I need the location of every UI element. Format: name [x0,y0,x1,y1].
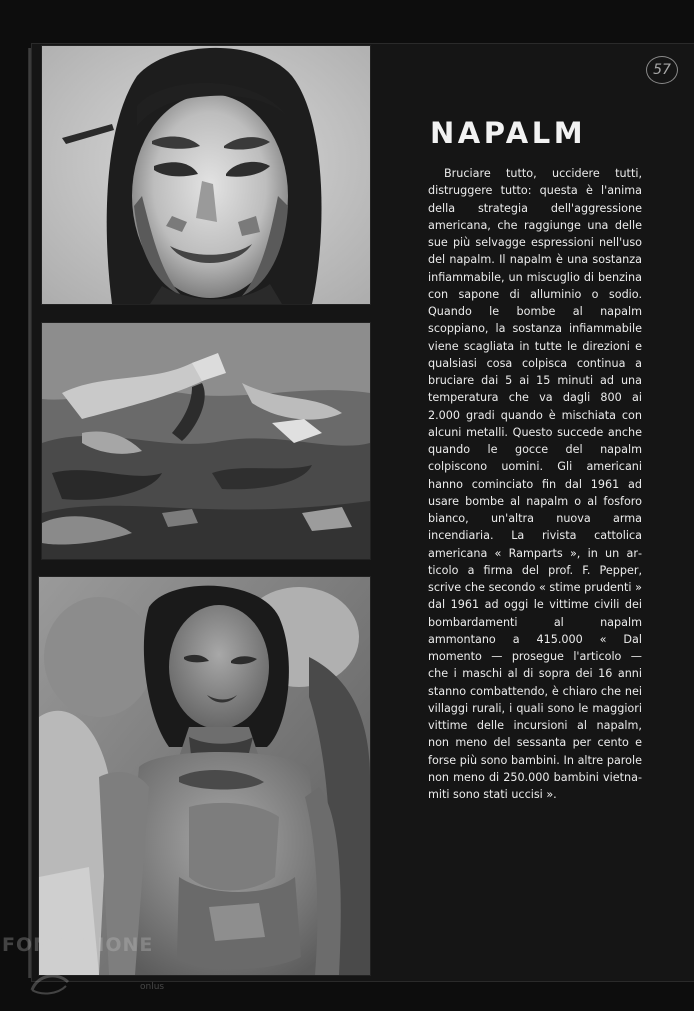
photo-burned-woman-face [41,45,371,305]
watermark-text: FONDAZIONE [2,934,154,956]
photo-burned-woman-face-image [42,46,370,304]
page-number: 57 [646,56,678,84]
archive-watermark [0,932,190,1002]
watermark-logo-icon [28,968,72,996]
watermark-subtext: onlus [140,982,165,992]
photo-burned-child [38,576,371,976]
article-title: NAPALM [430,116,587,150]
photo-burned-bodies [41,322,371,560]
article-body: Bruciare tutto, uccidere tutti, distruggere tutto: questa è l'anima della strategia dell'aggressione americana, che raggiunge una delle sue più selvagge espressioni nell'uso del napalm. Il napalm è una sostanza infiammabile, un miscuglio di benzina con sapone di alluminio o sodio. Quando le bombe al napalm scoppiano, la sostanza infiammabile viene scagliata in tutte le direzioni e qualsiasi cosa colpisca continua a bruciare dai 5 ai 15 minuti ad una temperatura che va dagli 800 ai 2.000 gradi quando è mischiata con alcuni metalli. Questo succede anche quando le gocce del napalm colpiscono uomini. Gli americani hanno cominciato fin dal 1961 ad usare bombe al napalm o al fosforo bianco, un'altra nuova arma incendiaria. La rivista cattolica americana « Ramparts », in un articolo a firma del prof. F. Pepper, scrive che secondo « stime prudenti » dal 1961 ad oggi le vittime civili dei bombardamenti al napalm ammontano a 415.000 « Dal momento — prosegue l'articolo — che i maschi al di sopra dei 16 anni stanno combattendo, è chiaro che nei villaggi rurali, i quali sono le maggiori vittime delle incursioni al napalm, non meno del sessanta per cento e forse più sono bambini. In altre parole non meno di 250.000 bambini vietnamiti sono stati uccisi ». [428,167,642,801]
photo-burned-child-image [39,577,370,975]
photo-burned-bodies-image [42,323,370,559]
